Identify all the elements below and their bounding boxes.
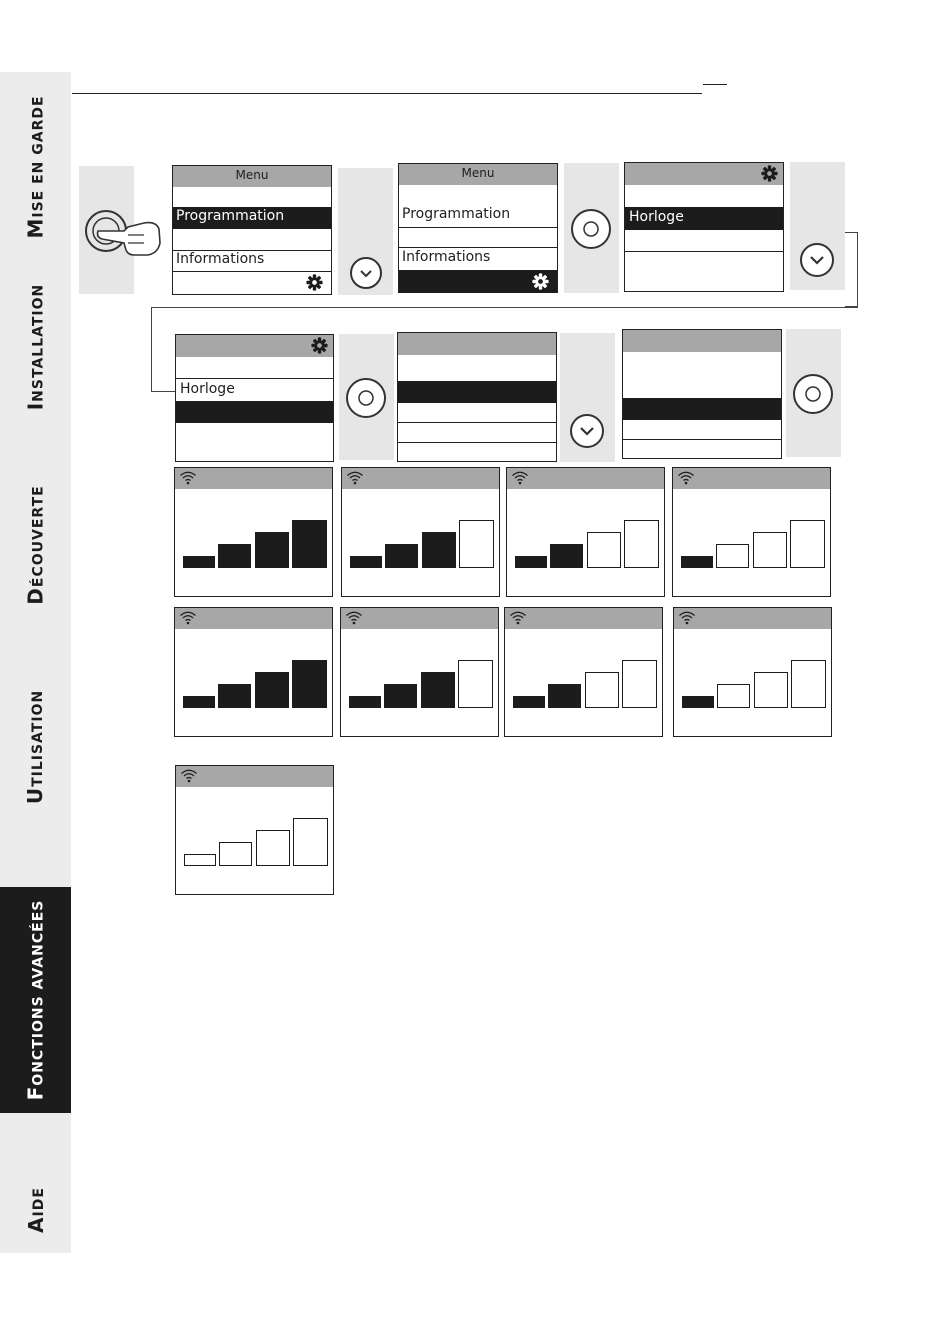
signal-bar (548, 684, 581, 708)
tab-installation[interactable] (0, 272, 71, 422)
signal-bar (184, 854, 216, 866)
signal-bar (624, 520, 659, 568)
menu-item-horloge: Horloge (180, 381, 235, 397)
signal-bar (587, 532, 621, 568)
ok-panel-2 (339, 334, 394, 460)
selected-row (398, 381, 556, 403)
screen-header (175, 468, 332, 489)
signal-bar (422, 532, 456, 568)
signal-bar (585, 672, 619, 708)
signal-screen (672, 467, 831, 597)
list-screen-1 (397, 332, 557, 462)
signal-screen (174, 607, 333, 737)
tab-label: UTILISATION (23, 689, 48, 805)
selected-row (623, 398, 781, 420)
tab-fonctions-avancees[interactable] (0, 887, 71, 1113)
signal-bar (753, 532, 787, 568)
tab-label: MISE EN GARDE (23, 95, 48, 239)
gear-icon (761, 165, 778, 182)
gear-icon (311, 337, 328, 354)
signal-bar (458, 660, 493, 708)
menu-row (399, 206, 557, 228)
signal-bar (256, 830, 290, 866)
screen-header (176, 335, 333, 357)
signal-bar (183, 556, 215, 568)
signal-bar (622, 660, 657, 708)
signal-bar (292, 520, 327, 568)
menu-row-empty (398, 403, 556, 423)
screen-header (505, 608, 662, 629)
signal-bar (218, 684, 251, 708)
signal-bar (791, 660, 826, 708)
screen-header (507, 468, 664, 489)
wifi-icon (511, 470, 529, 489)
signal-bar (255, 672, 289, 708)
menu-item-horloge: Horloge (629, 209, 684, 225)
menu-row-empty (173, 229, 331, 251)
menu-screen-2 (398, 163, 558, 293)
screen-title: Menu (235, 168, 269, 182)
signal-screen (504, 607, 663, 737)
screen-header (398, 333, 556, 355)
signal-bar (292, 660, 327, 708)
screen-header (176, 766, 333, 787)
signal-screen (341, 467, 500, 597)
ok-button-icon[interactable] (345, 377, 387, 419)
menu-item-programmation: Programmation (402, 206, 511, 222)
flow-connector (845, 232, 858, 307)
signal-bar (682, 696, 714, 708)
signal-bar (421, 672, 455, 708)
signal-bar (790, 520, 825, 568)
signal-screen (174, 467, 333, 597)
menu-item-programmation: Programmation (176, 208, 285, 224)
screen-title: Menu (461, 166, 495, 180)
ok-button-icon[interactable] (570, 208, 612, 250)
screen-header (673, 468, 830, 489)
ok-panel-3 (786, 329, 841, 457)
wifi-icon (179, 610, 197, 629)
gear-icon (306, 274, 323, 291)
signal-bar (293, 818, 328, 866)
selected-row (173, 207, 331, 229)
signal-bar (384, 684, 417, 708)
finger-press-icon (84, 205, 164, 261)
menu-row-empty (399, 228, 557, 248)
settings-screen-1 (624, 162, 784, 292)
menu-row (173, 251, 331, 272)
signal-screen (175, 765, 334, 895)
wifi-icon (180, 768, 198, 787)
signal-bar (717, 684, 750, 708)
tab-label: DÉCOUVERTE (23, 484, 48, 605)
signal-bar (183, 696, 215, 708)
signal-bar (754, 672, 788, 708)
wifi-icon (346, 470, 364, 489)
screen-header (342, 468, 499, 489)
signal-bar (513, 696, 545, 708)
signal-bar (349, 696, 381, 708)
selected-row (625, 207, 783, 230)
flow-connector (151, 307, 175, 392)
screen-header (399, 164, 557, 185)
screen-header (341, 608, 498, 629)
menu-row-empty (623, 420, 781, 440)
menu-row-empty (398, 423, 556, 443)
down-panel-1 (338, 168, 393, 295)
down-button-icon[interactable] (349, 256, 383, 290)
signal-bar (716, 544, 749, 568)
signal-screen (340, 607, 499, 737)
selected-row (176, 401, 333, 423)
screen-header (623, 330, 781, 352)
press-panel (79, 166, 134, 294)
signal-screen (506, 467, 665, 597)
wifi-icon (678, 610, 696, 629)
menu-screen-1 (172, 165, 332, 295)
menu-row (176, 379, 333, 401)
screen-header (173, 166, 331, 187)
down-button-icon[interactable] (799, 242, 835, 278)
tab-utilisation[interactable] (0, 677, 71, 817)
flow-connector (151, 307, 858, 308)
signal-bar (350, 556, 382, 568)
down-button-icon[interactable] (569, 413, 605, 449)
tab-aide[interactable] (0, 1172, 71, 1247)
tab-label: INSTALLATION (23, 283, 48, 411)
header-rule-short (703, 84, 727, 85)
list-screen-2 (622, 329, 782, 459)
signal-bar (515, 556, 547, 568)
ok-panel-1 (564, 163, 619, 293)
wifi-icon (509, 610, 527, 629)
signal-bar (550, 544, 583, 568)
tab-decouverte[interactable] (0, 477, 71, 612)
wifi-icon (345, 610, 363, 629)
signal-bar (219, 842, 252, 866)
tab-label: FONCTIONS AVANCÉES (23, 899, 48, 1101)
selected-row (399, 270, 557, 293)
signal-bar (681, 556, 713, 568)
signal-bar (218, 544, 251, 568)
gear-icon (532, 273, 549, 290)
menu-item-informations: Informations (402, 249, 491, 265)
tab-label: AIDE (23, 1186, 48, 1233)
menu-row (399, 248, 557, 270)
ok-button-icon[interactable] (792, 373, 834, 415)
tab-mise-en-garde[interactable] (0, 72, 71, 262)
menu-row-empty (625, 230, 783, 252)
settings-screen-2 (175, 334, 334, 462)
menu-row-empty (176, 357, 333, 379)
down-panel-2 (790, 162, 845, 290)
menu-item-informations: Informations (176, 251, 265, 267)
signal-bar (459, 520, 494, 568)
header-rule (72, 93, 702, 94)
wifi-icon (677, 470, 695, 489)
screen-header (674, 608, 831, 629)
section-sidebar (0, 72, 71, 1253)
signal-bar (385, 544, 418, 568)
wifi-icon (179, 470, 197, 489)
down-panel-3 (560, 333, 615, 462)
signal-bar (255, 532, 289, 568)
screen-header (175, 608, 332, 629)
signal-screen (673, 607, 832, 737)
screen-header (625, 163, 783, 185)
